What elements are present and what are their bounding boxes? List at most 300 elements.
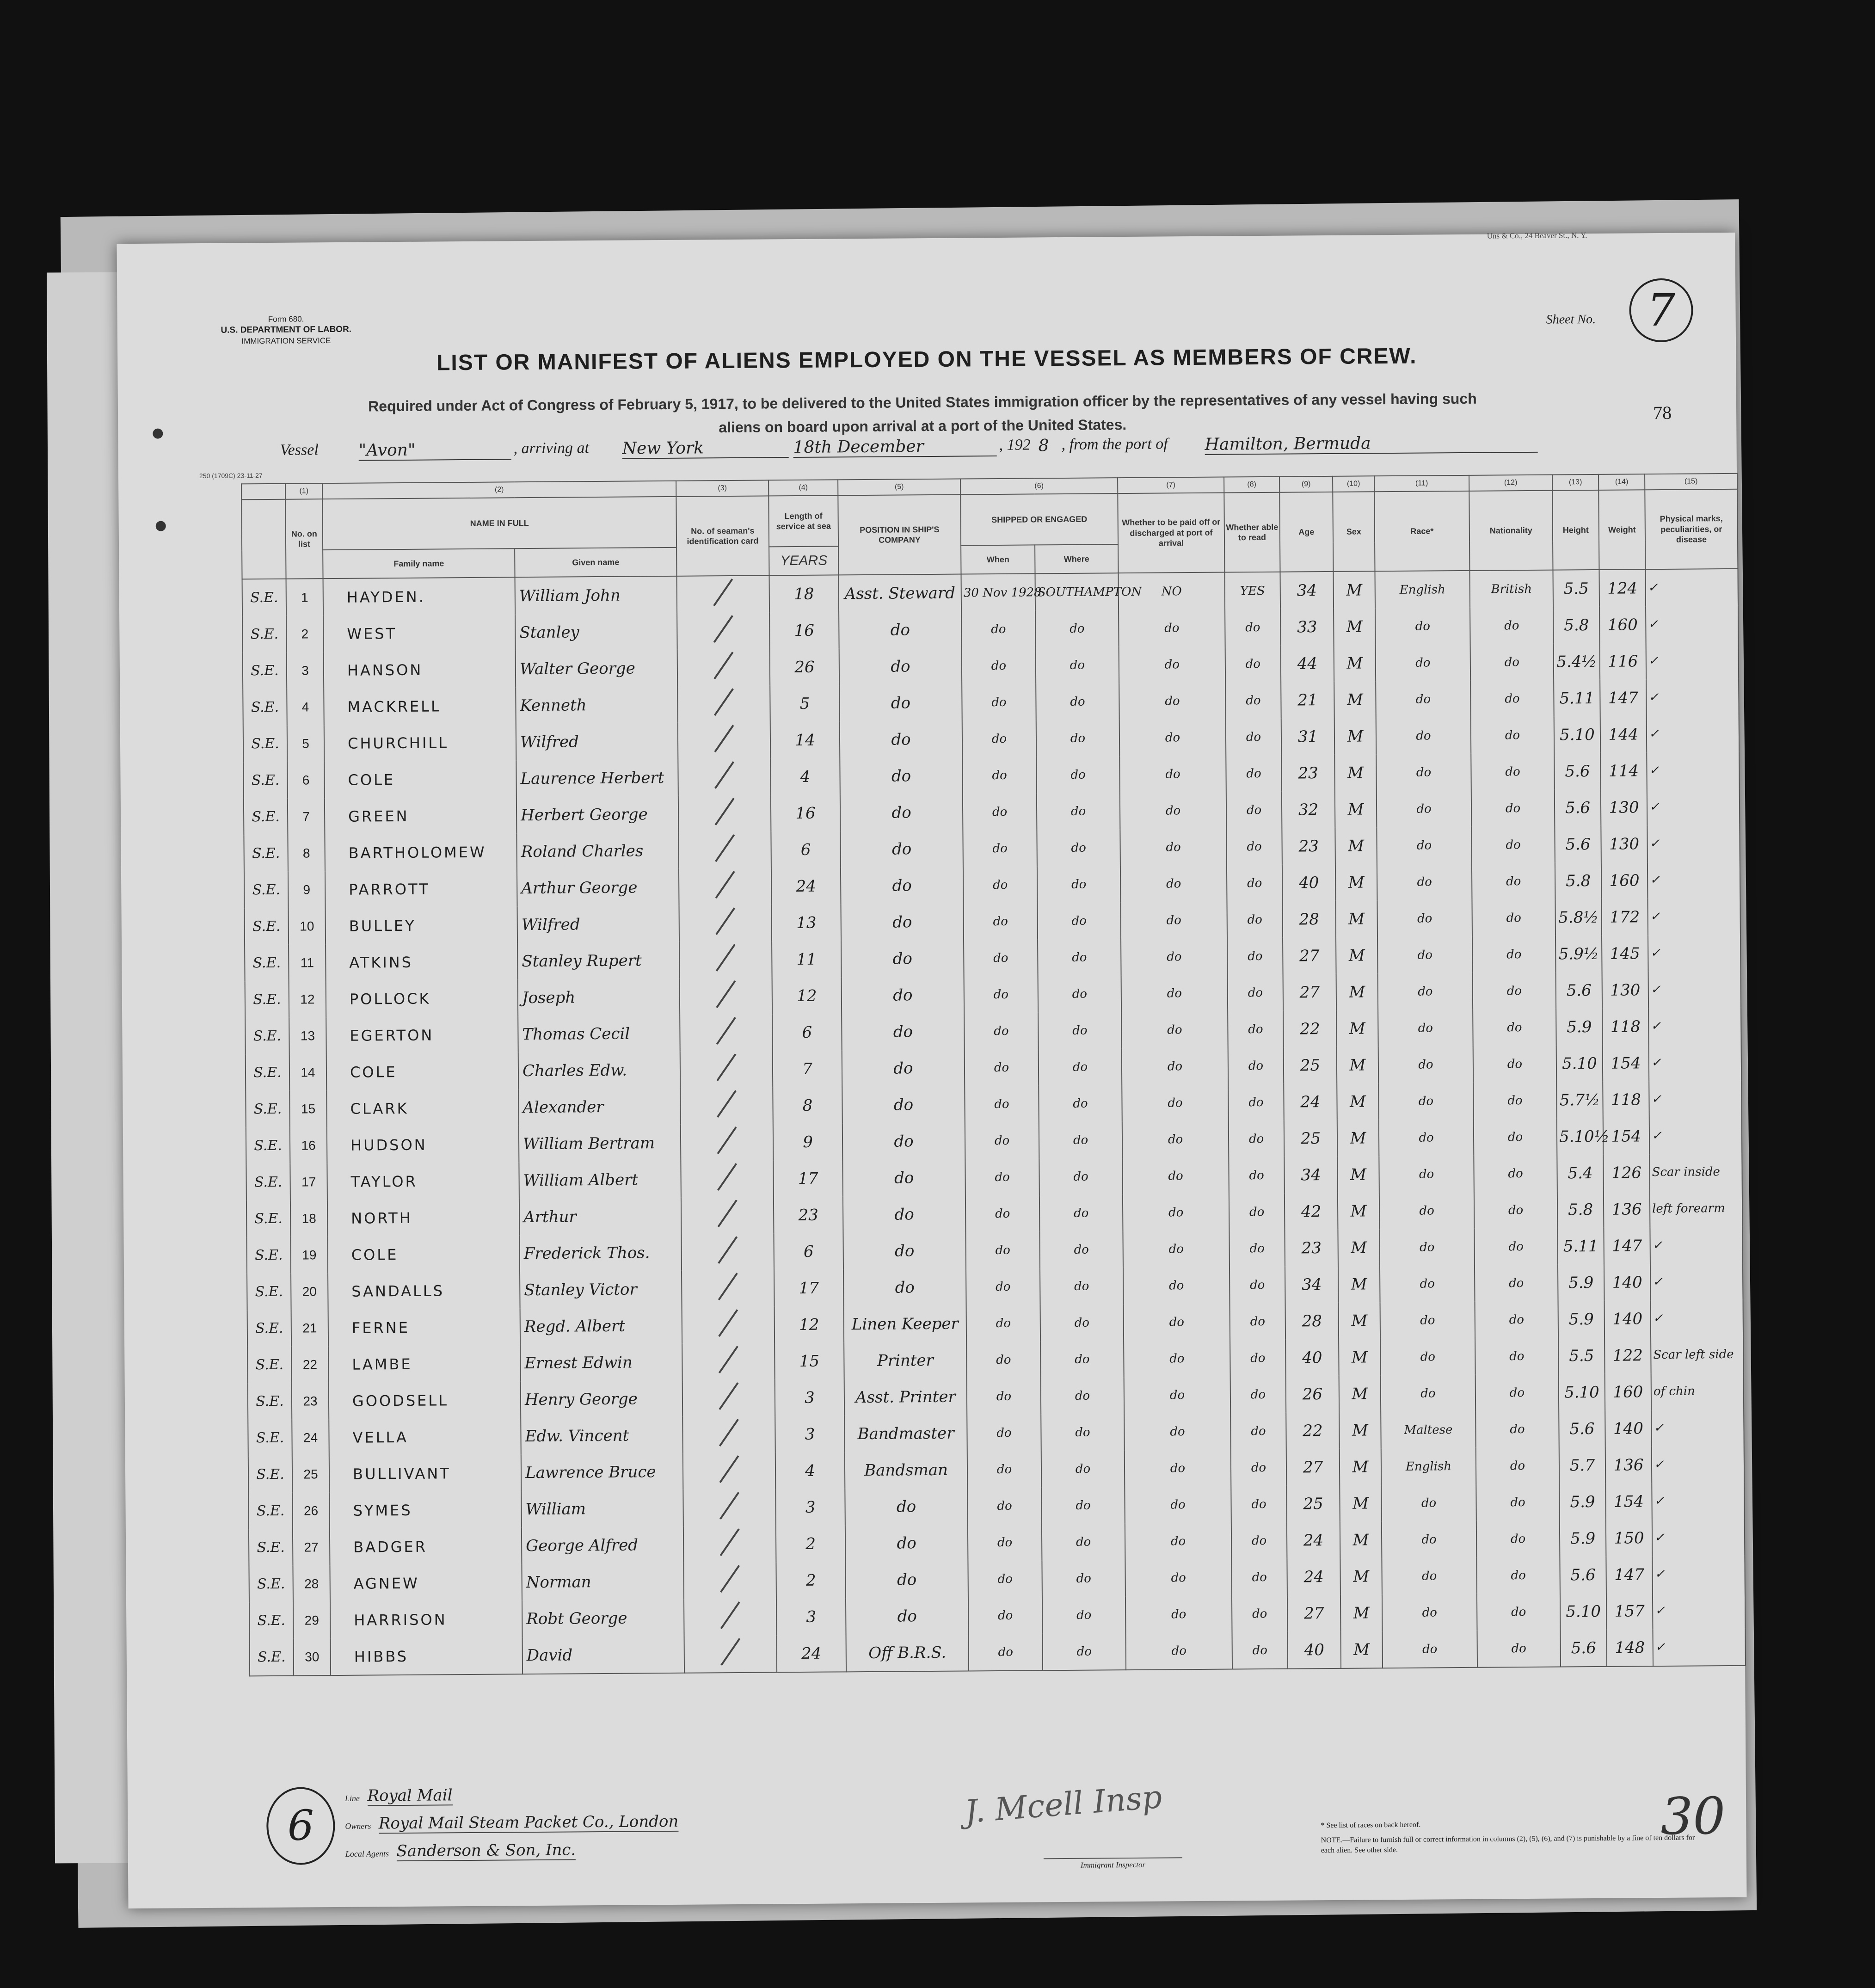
- nationality: do: [1471, 753, 1555, 790]
- service-years: 6: [771, 831, 841, 868]
- id-card-cell: [681, 1197, 774, 1234]
- position: do: [842, 1123, 965, 1160]
- shipped-when: do: [966, 1305, 1041, 1342]
- paid-off: do: [1124, 1377, 1231, 1414]
- sex: M: [1339, 1339, 1381, 1376]
- paid-off: do: [1121, 1011, 1228, 1049]
- race: English: [1381, 1448, 1476, 1485]
- nationality: do: [1474, 1228, 1558, 1265]
- nationality: do: [1477, 1630, 1561, 1668]
- position: do: [842, 1050, 965, 1087]
- id-card-cell: [680, 1014, 773, 1051]
- col-num-13: (13): [1552, 474, 1598, 491]
- height: 5.10: [1560, 1593, 1607, 1630]
- age: 28: [1285, 1303, 1339, 1340]
- service-years: 5: [770, 685, 840, 722]
- shipped-where: do: [1041, 1450, 1125, 1487]
- header-weight: Weight: [1598, 490, 1645, 570]
- age: 25: [1286, 1485, 1340, 1522]
- position: do: [840, 721, 963, 758]
- id-card-cell: [678, 831, 771, 868]
- from-label: , from the port of: [1061, 435, 1168, 454]
- height: 5.8½: [1555, 899, 1602, 936]
- position: Linen Keeper: [844, 1305, 967, 1342]
- weight: 154: [1603, 1045, 1649, 1082]
- service-name: IMMIGRATION SERVICE: [241, 336, 331, 346]
- row-number: 25: [292, 1456, 330, 1493]
- row-number: 17: [290, 1163, 327, 1200]
- height: 5.11: [1557, 1228, 1604, 1265]
- slash-mark-icon: [717, 1090, 737, 1118]
- weight: 160: [1599, 606, 1646, 643]
- nationality: do: [1477, 1594, 1561, 1631]
- race: do: [1379, 1156, 1474, 1193]
- slash-mark-icon: [716, 980, 736, 1008]
- slash-mark-icon: [713, 579, 733, 606]
- paid-off: do: [1120, 902, 1227, 939]
- row-number: 9: [288, 871, 326, 908]
- physical-marks: ✓: [1645, 569, 1738, 606]
- nationality: do: [1476, 1520, 1560, 1557]
- age: 27: [1283, 974, 1337, 1011]
- service-years: 6: [774, 1233, 843, 1270]
- given-name: Joseph: [518, 979, 680, 1016]
- age: 32: [1282, 791, 1335, 828]
- family-name: HUDSON: [327, 1126, 519, 1163]
- height: 5.8: [1553, 607, 1600, 644]
- crew-code: S.E.: [243, 652, 287, 689]
- paid-off: do: [1119, 609, 1225, 647]
- id-card-cell: [682, 1343, 775, 1380]
- service-years: 14: [770, 721, 840, 758]
- service-years: 9: [773, 1123, 843, 1160]
- paid-off: do: [1119, 756, 1226, 793]
- nationality: do: [1475, 1411, 1559, 1448]
- inspector-signature: J. Mcell Insp: [963, 1779, 1163, 1831]
- height: 5.9: [1558, 1301, 1605, 1338]
- footer: [280, 1768, 1726, 1894]
- header-nationality: Nationality: [1469, 491, 1553, 571]
- slash-mark-icon: [720, 1565, 740, 1593]
- weight: 130: [1601, 825, 1648, 862]
- sex: M: [1340, 1521, 1382, 1558]
- height: 5.6: [1560, 1630, 1607, 1667]
- service-years: 17: [773, 1160, 843, 1197]
- given-name: George Alfred: [522, 1526, 684, 1564]
- crew-code: S.E.: [242, 616, 287, 653]
- shipped-where: do: [1037, 866, 1121, 903]
- position: do: [840, 757, 963, 795]
- age: 24: [1287, 1522, 1340, 1559]
- position: do: [839, 611, 962, 649]
- weight: 145: [1602, 935, 1648, 972]
- shipped-where: do: [1036, 720, 1120, 757]
- weight: 147: [1604, 1227, 1650, 1264]
- id-card-cell: [681, 1160, 774, 1197]
- sex: M: [1335, 791, 1377, 828]
- crew-code: S.E.: [249, 1529, 293, 1566]
- weight: 140: [1605, 1300, 1651, 1337]
- given-name: Wilfred: [516, 723, 678, 760]
- shipped-where: do: [1042, 1596, 1126, 1633]
- shipped-where: do: [1036, 683, 1119, 720]
- nationality: do: [1471, 717, 1555, 754]
- family-name: GREEN: [325, 797, 517, 835]
- slash-mark-icon: [719, 1455, 739, 1483]
- crew-code: S.E.: [243, 762, 288, 799]
- sex: M: [1335, 864, 1377, 901]
- given-name: Stanley Victor: [520, 1271, 682, 1308]
- line-label: Line: [344, 1793, 360, 1803]
- given-name: Alexander: [518, 1088, 681, 1126]
- physical-marks: Scar inside: [1649, 1154, 1742, 1191]
- sex: M: [1340, 1485, 1382, 1522]
- physical-marks: ✓: [1648, 898, 1740, 935]
- family-name: BARTHOLOMEW: [325, 833, 517, 871]
- crew-code: S.E.: [243, 726, 288, 763]
- sex: M: [1334, 645, 1376, 682]
- service-years: 23: [774, 1196, 843, 1233]
- crew-code: S.E.: [246, 1127, 290, 1164]
- document-title: LIST OR MANIFEST OF ALIENS EMPLOYED ON THE VESSEL AS MEMBERS OF CREW.: [436, 344, 1417, 375]
- race: do: [1378, 1046, 1474, 1083]
- given-name: William Bertram: [519, 1125, 681, 1162]
- given-name: Herbert George: [516, 796, 679, 833]
- weight: 136: [1604, 1191, 1650, 1228]
- row-number: 23: [292, 1383, 329, 1420]
- race: do: [1377, 827, 1472, 864]
- id-card-cell: [682, 1306, 775, 1343]
- age: 44: [1281, 645, 1334, 682]
- age: 34: [1284, 1157, 1338, 1194]
- id-card-cell: [681, 1124, 774, 1161]
- given-name: Ernest Edwin: [520, 1344, 682, 1381]
- position: do: [839, 684, 962, 722]
- paid-off: do: [1120, 865, 1227, 903]
- shipped-when: do: [963, 793, 1037, 830]
- col-num-9: (9): [1279, 476, 1333, 492]
- service-years: 4: [775, 1452, 845, 1489]
- able-to-read: do: [1226, 792, 1282, 829]
- shipped-when: do: [967, 1378, 1041, 1415]
- position: Bandsman: [845, 1451, 968, 1489]
- crew-code: S.E.: [247, 1347, 292, 1384]
- col-num-2: (2): [322, 481, 676, 499]
- race: Maltese: [1381, 1411, 1476, 1448]
- shipped-when: do: [965, 1158, 1039, 1195]
- weight: 160: [1601, 862, 1648, 899]
- row-number: 28: [293, 1565, 330, 1602]
- header-given-name: Given name: [515, 548, 676, 577]
- slash-mark-icon: [719, 1419, 739, 1446]
- col-num-11: (11): [1374, 475, 1469, 492]
- able-to-read: do: [1229, 1230, 1285, 1267]
- header-row-1: [241, 489, 1738, 551]
- id-card-cell: [683, 1562, 776, 1599]
- given-name: Frederick Thos.: [519, 1234, 682, 1272]
- sex: M: [1337, 1046, 1379, 1083]
- sex: M: [1333, 571, 1375, 609]
- owners-value: Royal Mail Steam Packet Co., London: [378, 1812, 679, 1833]
- crew-code: S.E.: [246, 1091, 290, 1128]
- service-years: 7: [773, 1050, 842, 1087]
- able-to-read: do: [1228, 1084, 1284, 1121]
- race: do: [1376, 681, 1471, 718]
- slash-mark-icon: [714, 688, 734, 716]
- form-header: [198, 314, 374, 347]
- shipped-when: 30 Nov 1928: [961, 573, 1036, 611]
- shipped-where: do: [1040, 1268, 1124, 1305]
- sex: M: [1338, 1266, 1380, 1303]
- id-card-cell: [679, 905, 772, 942]
- id-card-cell: [677, 575, 770, 613]
- weight: 136: [1605, 1446, 1652, 1483]
- paid-off: do: [1121, 975, 1228, 1012]
- crew-table: [241, 473, 1746, 1677]
- row-number: 20: [291, 1273, 328, 1310]
- crew-code: S.E.: [245, 1018, 289, 1055]
- age: 22: [1283, 1010, 1337, 1047]
- shipped-when: do: [966, 1341, 1041, 1378]
- position: do: [843, 1268, 966, 1306]
- shipped-where: do: [1038, 939, 1121, 976]
- position: do: [843, 1195, 966, 1233]
- crew-code: S.E.: [246, 1054, 290, 1091]
- able-to-read: do: [1231, 1449, 1287, 1486]
- height: 5.4½: [1554, 643, 1600, 680]
- weight: 140: [1605, 1410, 1652, 1447]
- shipped-when: do: [968, 1524, 1042, 1561]
- able-to-read: do: [1227, 938, 1283, 975]
- service-years: 3: [776, 1598, 846, 1635]
- age: 27: [1287, 1595, 1341, 1632]
- header-id-card: No. of seaman's identification card: [676, 496, 769, 576]
- shipped-where: do: [1039, 1121, 1123, 1158]
- position: do: [842, 1013, 965, 1051]
- given-name: Stanley: [515, 613, 677, 651]
- race: do: [1378, 973, 1473, 1010]
- id-card-cell: [677, 649, 770, 686]
- weight: 118: [1603, 1081, 1649, 1118]
- given-name: Lawrence Bruce: [521, 1453, 683, 1491]
- nationality: do: [1471, 826, 1555, 863]
- shipped-where: do: [1036, 756, 1120, 793]
- vessel-label: Vessel: [280, 441, 319, 459]
- sex: M: [1339, 1302, 1381, 1339]
- shipped-when: do: [964, 939, 1038, 976]
- able-to-read: do: [1225, 682, 1281, 719]
- department-name: U.S. DEPARTMENT OF LABOR.: [221, 324, 352, 335]
- col-num-15: (15): [1645, 474, 1737, 490]
- sex: M: [1334, 681, 1376, 718]
- shipped-where: do: [1038, 1012, 1122, 1049]
- height: 5.4: [1557, 1155, 1604, 1192]
- physical-marks: ✓: [1649, 1117, 1742, 1154]
- subtitle-line-1: Required under Act of Congress of February 5, 1917, to be delivered to the United States immigration officer by the representatives of any vessel having such: [368, 390, 1477, 415]
- able-to-read: do: [1227, 865, 1283, 902]
- slash-mark-icon: [716, 1053, 736, 1081]
- total-count: 30: [1660, 1786, 1726, 1846]
- family-name: BADGER: [330, 1527, 522, 1565]
- able-to-read: do: [1230, 1303, 1286, 1340]
- race: do: [1376, 754, 1471, 791]
- given-name: David: [523, 1636, 685, 1674]
- shipped-when: do: [965, 1231, 1040, 1268]
- family-name: AGNEW: [330, 1564, 522, 1602]
- shipped-where: do: [1037, 902, 1121, 939]
- able-to-read: do: [1229, 1157, 1285, 1194]
- weight: 130: [1602, 972, 1649, 1009]
- row-number: 3: [287, 652, 324, 689]
- age: 25: [1284, 1120, 1338, 1157]
- nationality: do: [1472, 899, 1555, 936]
- service-years: 18: [769, 575, 839, 612]
- id-card-cell: [679, 868, 772, 905]
- nationality: do: [1476, 1447, 1560, 1484]
- shipped-where: do: [1038, 975, 1122, 1012]
- height: 5.10: [1559, 1374, 1605, 1411]
- position: Asst. Printer: [844, 1378, 967, 1416]
- age: 23: [1282, 828, 1335, 865]
- nationality: do: [1476, 1557, 1560, 1594]
- position: do: [845, 1524, 968, 1562]
- race: do: [1382, 1594, 1477, 1631]
- able-to-read: do: [1231, 1559, 1287, 1596]
- arrival-date: 18th December: [793, 437, 996, 458]
- position: do: [841, 940, 964, 978]
- col-num-12: (12): [1469, 475, 1552, 491]
- col-num-10: (10): [1333, 476, 1374, 492]
- height: 5.9: [1556, 1009, 1603, 1046]
- height: 5.11: [1554, 680, 1600, 717]
- physical-marks: ✓: [1649, 1081, 1742, 1118]
- shipped-when: do: [961, 610, 1036, 647]
- crew-code: S.E.: [250, 1639, 294, 1676]
- shipped-when: do: [965, 1122, 1039, 1159]
- shipped-when: do: [967, 1487, 1042, 1524]
- inspector-label: Immigrant Inspector: [1044, 1857, 1182, 1870]
- nationality: do: [1475, 1338, 1559, 1375]
- nationality: do: [1474, 1192, 1558, 1229]
- header-marks: Physical marks, peculiarities, or disease: [1645, 489, 1738, 569]
- physical-marks: ✓: [1651, 1409, 1744, 1446]
- line-row: [345, 1786, 453, 1805]
- able-to-read: do: [1225, 609, 1281, 646]
- nationality: do: [1475, 1374, 1559, 1411]
- row-number: 5: [287, 725, 325, 762]
- race: do: [1378, 1009, 1473, 1046]
- age: 28: [1282, 901, 1336, 938]
- weight: 114: [1600, 752, 1647, 789]
- crew-code: S.E.: [244, 799, 288, 836]
- position: do: [840, 831, 963, 868]
- service-years: 3: [775, 1379, 845, 1416]
- race: do: [1379, 1192, 1475, 1229]
- position: do: [841, 867, 964, 905]
- nationality: do: [1474, 1119, 1557, 1156]
- shipped-when: do: [967, 1414, 1041, 1451]
- sex: M: [1339, 1375, 1381, 1412]
- owners-label: Owners: [345, 1821, 371, 1831]
- position: Off B.R.S.: [846, 1634, 969, 1672]
- row-number: 21: [291, 1310, 329, 1347]
- family-name: GOODSELL: [329, 1381, 521, 1419]
- col-num-5: (5): [838, 479, 960, 496]
- row-number: 7: [288, 798, 325, 835]
- physical-marks: ✓: [1652, 1483, 1745, 1520]
- position: do: [846, 1597, 969, 1635]
- paid-off: do: [1122, 1084, 1229, 1122]
- id-card-cell: [678, 722, 771, 759]
- race: do: [1376, 644, 1471, 681]
- physical-marks: ✓: [1648, 935, 1741, 972]
- shipped-when: do: [963, 903, 1038, 940]
- shipped-when: do: [964, 976, 1039, 1013]
- physical-marks: ✓: [1646, 642, 1739, 679]
- shipped-where: do: [1036, 646, 1119, 683]
- race: do: [1377, 863, 1472, 900]
- given-name: Charles Edw.: [518, 1052, 681, 1089]
- physical-marks: ✓: [1653, 1592, 1746, 1629]
- nationality: do: [1475, 1301, 1559, 1338]
- nationality: do: [1474, 1155, 1557, 1192]
- shipped-when: do: [964, 1012, 1039, 1049]
- able-to-read: do: [1232, 1595, 1288, 1632]
- weight: 154: [1603, 1118, 1650, 1155]
- paid-off: do: [1123, 1194, 1230, 1231]
- race: do: [1377, 900, 1472, 937]
- header-shipped: SHIPPED OR ENGAGED: [960, 493, 1118, 545]
- header-sex: Sex: [1333, 492, 1375, 572]
- row-number: 27: [293, 1529, 330, 1566]
- id-card-cell: [677, 612, 770, 649]
- paid-off: do: [1124, 1340, 1230, 1378]
- family-name: BULLIVANT: [329, 1454, 522, 1492]
- form-code: 250 (1709C) 23-11-27: [199, 472, 263, 480]
- agents-label: Local Agents: [345, 1849, 389, 1859]
- sex: M: [1337, 1083, 1379, 1120]
- service-years: 24: [777, 1635, 847, 1672]
- row-number: 12: [289, 981, 326, 1018]
- shipped-where: do: [1042, 1560, 1125, 1597]
- physical-marks: ✓: [1647, 715, 1740, 752]
- nationality: do: [1470, 607, 1554, 644]
- family-name: COLE: [327, 1235, 520, 1273]
- race: do: [1380, 1265, 1475, 1302]
- weight: 118: [1602, 1008, 1649, 1045]
- paid-off: do: [1125, 1523, 1232, 1560]
- row-number: 26: [292, 1492, 330, 1529]
- paid-off: do: [1125, 1559, 1232, 1596]
- header-when: When: [961, 545, 1035, 574]
- service-years: 17: [774, 1269, 844, 1306]
- age: 24: [1287, 1558, 1340, 1595]
- slash-mark-icon: [713, 615, 733, 643]
- col-num-14: (14): [1598, 474, 1645, 490]
- family-name: COLE: [326, 1052, 519, 1090]
- id-card-cell: [680, 978, 773, 1015]
- crew-code: S.E.: [247, 1274, 291, 1311]
- paid-off: do: [1122, 1048, 1229, 1085]
- shipped-when: do: [963, 866, 1038, 903]
- shipped-when: do: [962, 757, 1037, 794]
- age: 40: [1285, 1339, 1339, 1376]
- height: 5.9: [1559, 1483, 1606, 1520]
- shipped-when: do: [962, 683, 1036, 720]
- header-length-unit: YEARS: [769, 546, 838, 575]
- crew-code: S.E.: [248, 1456, 293, 1493]
- given-name: Wilfred: [517, 905, 680, 943]
